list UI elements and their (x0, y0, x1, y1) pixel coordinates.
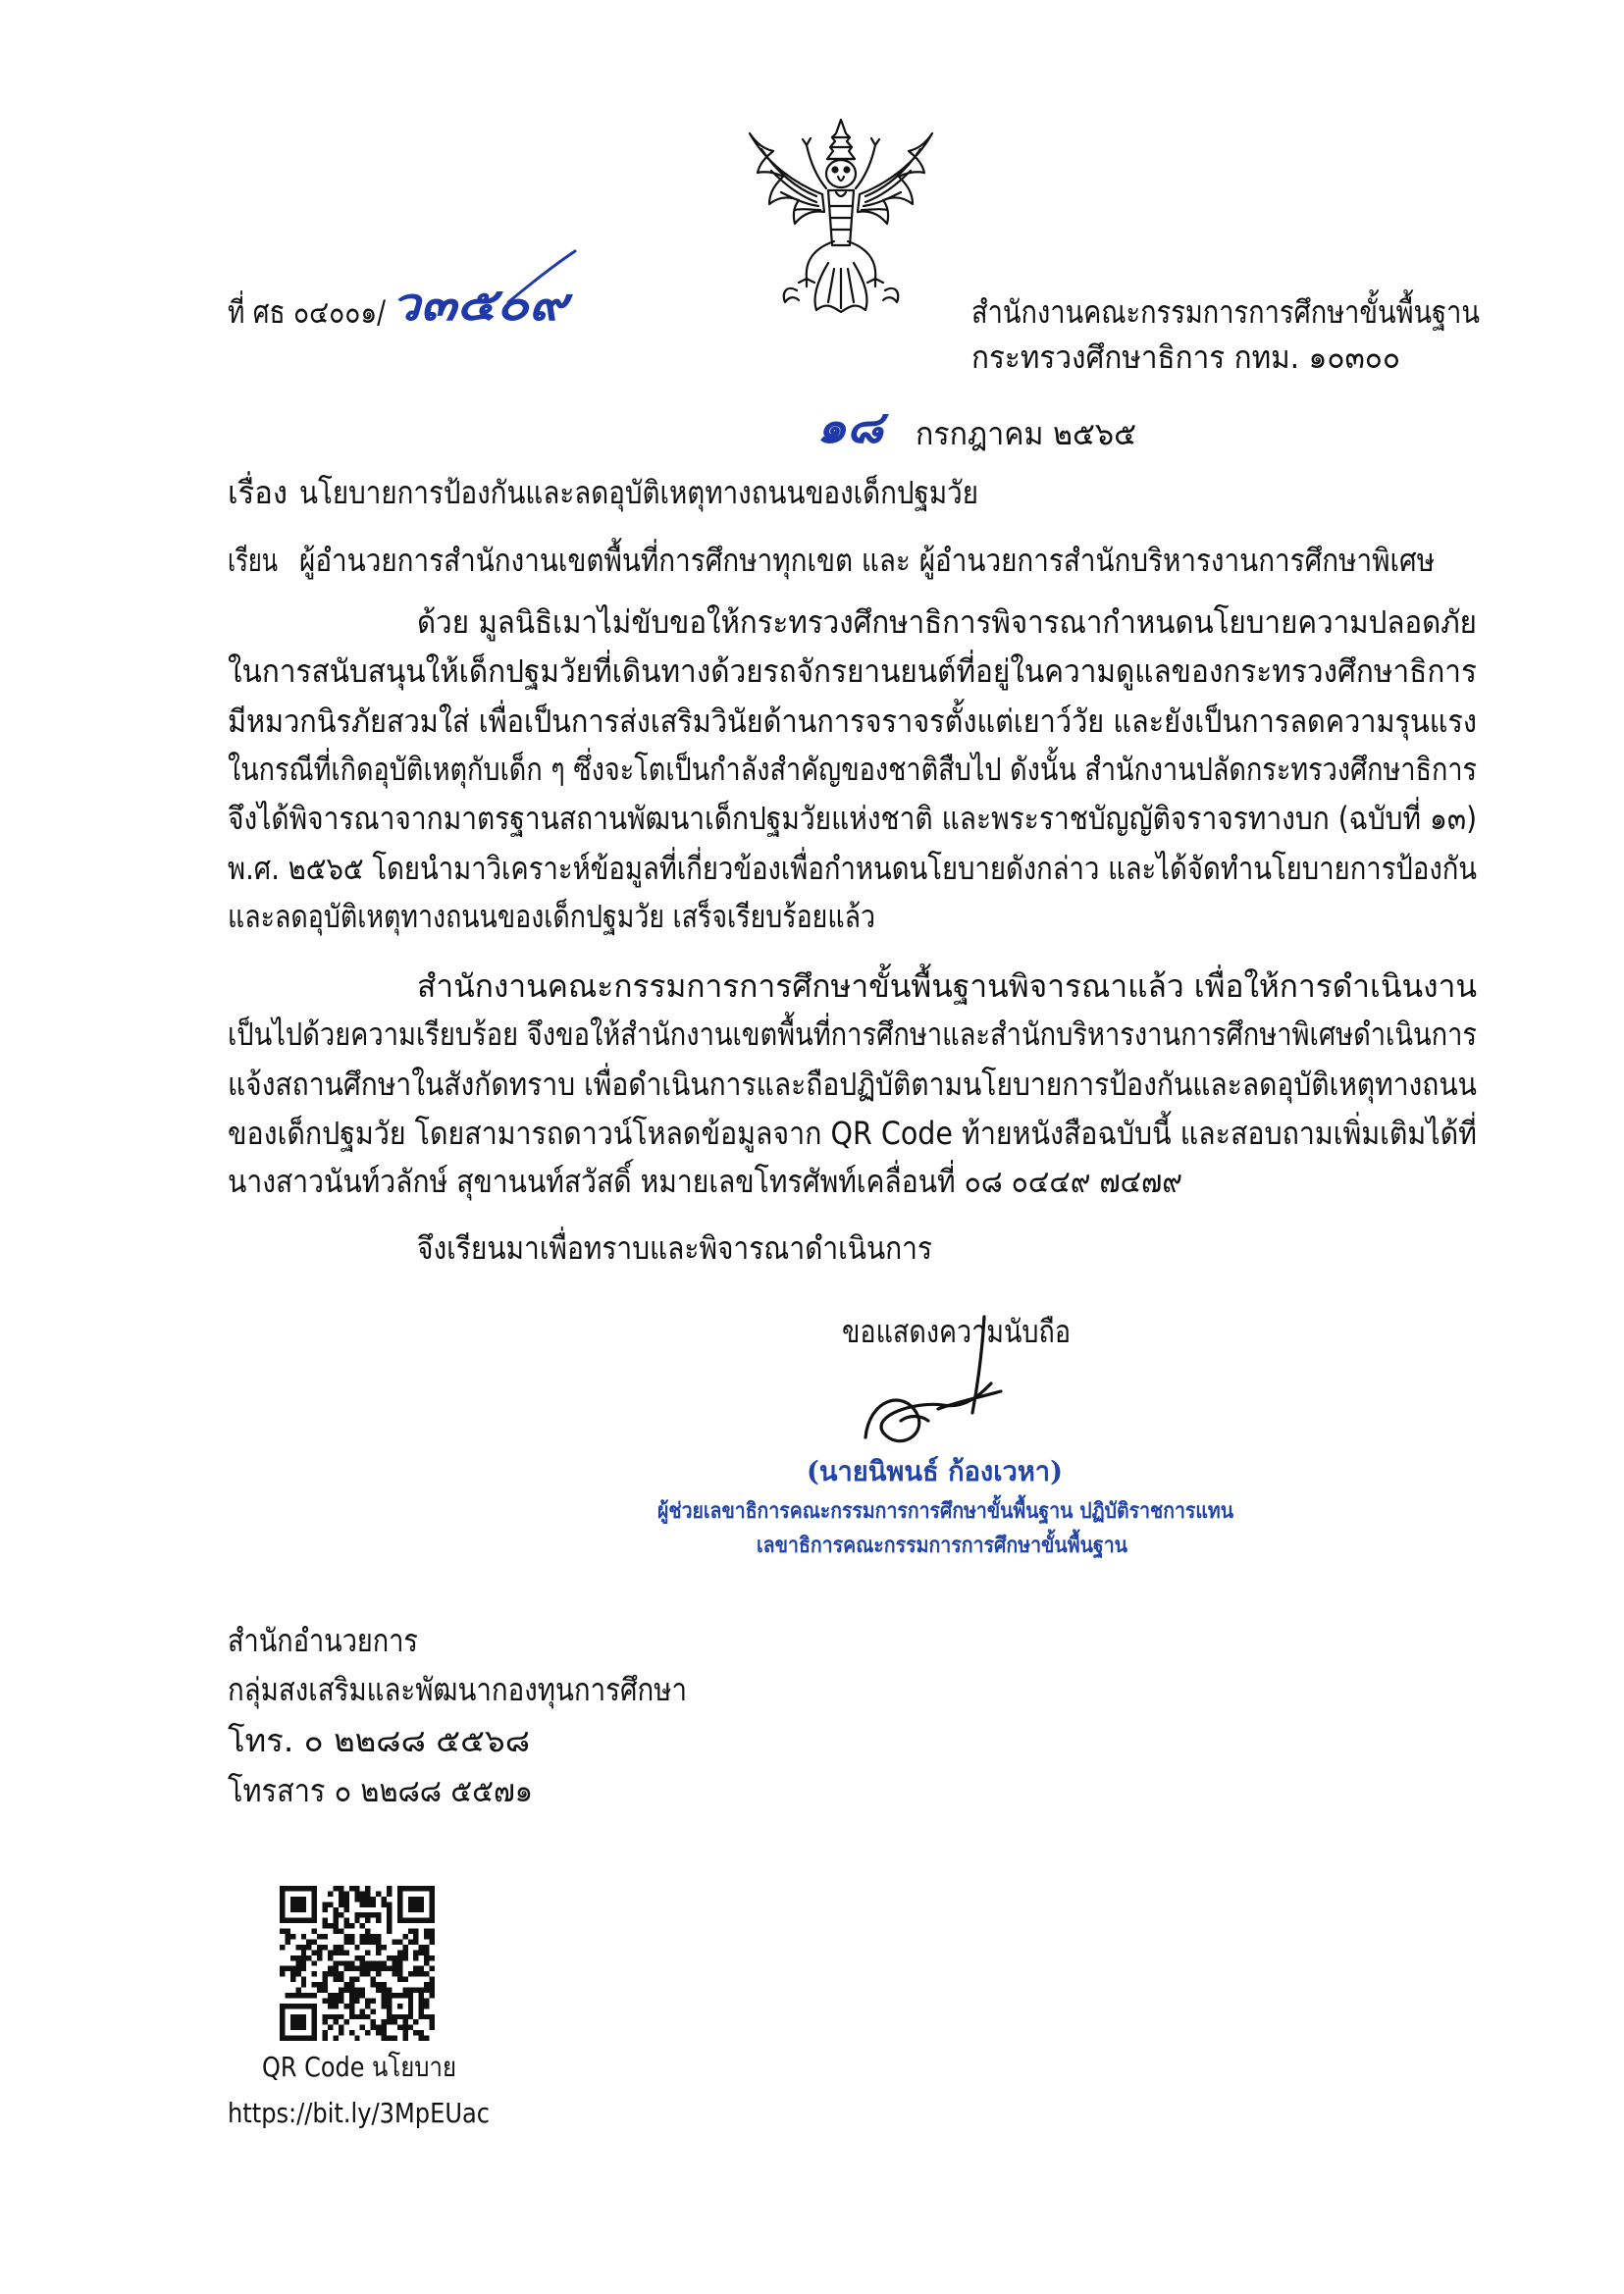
regards-line: ขอแสดงความนับถือ (842, 1313, 1071, 1350)
paragraph-line: ของเด็กปฐมวัย โดยสามารถดาวน์โหลดข้อมูลจาก QR Code ท้ายหนังสือฉบับนี้ และสอบถามเพิ่มเติมได้ที่ (228, 1115, 1477, 1152)
issuer-line-2: กระทรวงศึกษาธิการ กทม. ๑๐๓๐๐ (971, 339, 1400, 376)
paragraph-line: ในการสนับสนุนให้เด็กปฐมวัยที่เดินทางด้วยรถจักรยานยนต์ที่อยู่ในความดูแลของกระทรวงศึกษาธิการ (228, 652, 1477, 690)
addressee-label: เรียน (228, 542, 278, 579)
closing-line: จึงเรียนมาเพื่อทราบและพิจารณาดำเนินการ (417, 1229, 933, 1267)
date-month-year: กรกฎาคม ๒๕๖๕ (916, 415, 1137, 452)
paragraph-line: นางสาวนันท์วลักษ์ สุขานนท์สวัสดิ์ หมายเลขโทรศัพท์เคลื่อนที่ ๐๘ ๐๔๔๙ ๗๔๗๙ (228, 1163, 1183, 1200)
date-handwritten-day: ๑๘ (816, 400, 883, 453)
signatory-name: (นายนิพนธ์ ก้องเวหา) (807, 1455, 1063, 1487)
contact-fax: โทรสาร ๐ ๒๒๘๘ ๕๕๗๑ (228, 1772, 534, 1809)
signatory-position-line-2: เลขาธิการคณะกรรมการการศึกษาขั้นพื้นฐาน (757, 1533, 1128, 1558)
contact-group: กลุ่มสงเสริมและพัฒนากองทุนการศึกษา (228, 1671, 687, 1708)
contact-phone: โทร. ๐ ๒๒๘๘ ๕๕๖๘ (228, 1722, 530, 1759)
paragraph-line: พ.ศ. ๒๕๖๕ โดยนำมาวิเคราะห์ข้อมูลที่เกี่ยวข้องเพื่อกำหนดนโยบายดังกล่าว และได้จัดทำนโยบายการป้องกัน (228, 850, 1478, 887)
paragraph-line: ด้วย มูลนิธิเมาไม่ขับขอให้กระทรวงศึกษาธิการพิจารณากำหนดนโยบายความปลอดภัย (417, 603, 1477, 641)
paragraph-line: มีหมวกนิรภัยสวมใส่ เพื่อเป็นการส่งเสริมวินัยด้านการจราจรตั้งแต่เยาว์วัย และยังเป็นการลดความรุนแรง (228, 703, 1477, 740)
paragraph-line: และลดอุบัติเหตุทางถนนของเด็กปฐมวัย เสร็จเรียบร้อยแล้ว (228, 898, 875, 935)
garuda-emblem (738, 116, 944, 317)
issuer-line-1: สำนักงานคณะกรรมการการศึกษาขั้นพื้นฐาน (971, 293, 1481, 331)
signatory-position-line-1: ผู้ช่วยเลขาธิการคณะกรรมการการศึกษาขั้นพื้นฐาน ปฏิบัติราชการแทน (657, 1498, 1233, 1524)
paragraph-line: สำนักงานคณะกรรมการการศึกษาขั้นพื้นฐานพิจารณาแล้ว เพื่อให้การดำเนินงาน (417, 967, 1478, 1005)
qr-caption: QR Code นโยบาย (262, 2051, 456, 2083)
paragraph-line: จึงได้พิจารณาจากมาตรฐานสถานพัฒนาเด็กปฐมวัยแห่งชาติ และพระราชบัญญัติจราจรทางบก (ฉบับที่ ๑๓) (228, 800, 1478, 837)
handwritten-signature (844, 1305, 1021, 1472)
addressee-text: ผู้อำนวยการสำนักงานเขตพื้นที่การศึกษาทุกเขต และ ผู้อำนวยการสำนักบริหารงานการศึกษาพิเศษ (299, 542, 1436, 579)
reference-handwritten-number: ว๓๕๐๙ (391, 278, 568, 331)
paragraph-line: เป็นไปด้วยความเรียบร้อย จึงขอให้สำนักงานเขตพื้นที่การศึกษาและสำนักบริหารงานการศึกษาพิเศษดำเนินการ (228, 1016, 1478, 1053)
subject-label: เรื่อง (228, 474, 288, 511)
reference-prefix: ที่ ศธ ๐๔๐๐๑/ (228, 293, 386, 331)
paragraph-line: แจ้งสถานศึกษาในสังกัดทราบ เพื่อดำเนินการและถือปฏิบัติตามนโยบายการป้องกันและลดอุบัติเหตุทางถนน (228, 1066, 1477, 1103)
handwritten-stroke (491, 245, 589, 314)
subject-text: นโยบายการป้องกันและลดอุบัติเหตุทางถนนของเด็กปฐมวัย (299, 474, 978, 511)
qr-code (280, 1886, 435, 2041)
paragraph-line: ในกรณีที่เกิดอุบัติเหตุกับเด็ก ๆ ซึ่งจะโตเป็นกำลังสำคัญของชาติสืบไป ดังนั้น สำนักงานปลัดกระทรวงศึกษาธิการ (228, 751, 1478, 788)
contact-office: สำนักอำนวยการ (228, 1622, 418, 1659)
qr-url: https://bit.ly/3MpEUac (228, 2097, 491, 2129)
